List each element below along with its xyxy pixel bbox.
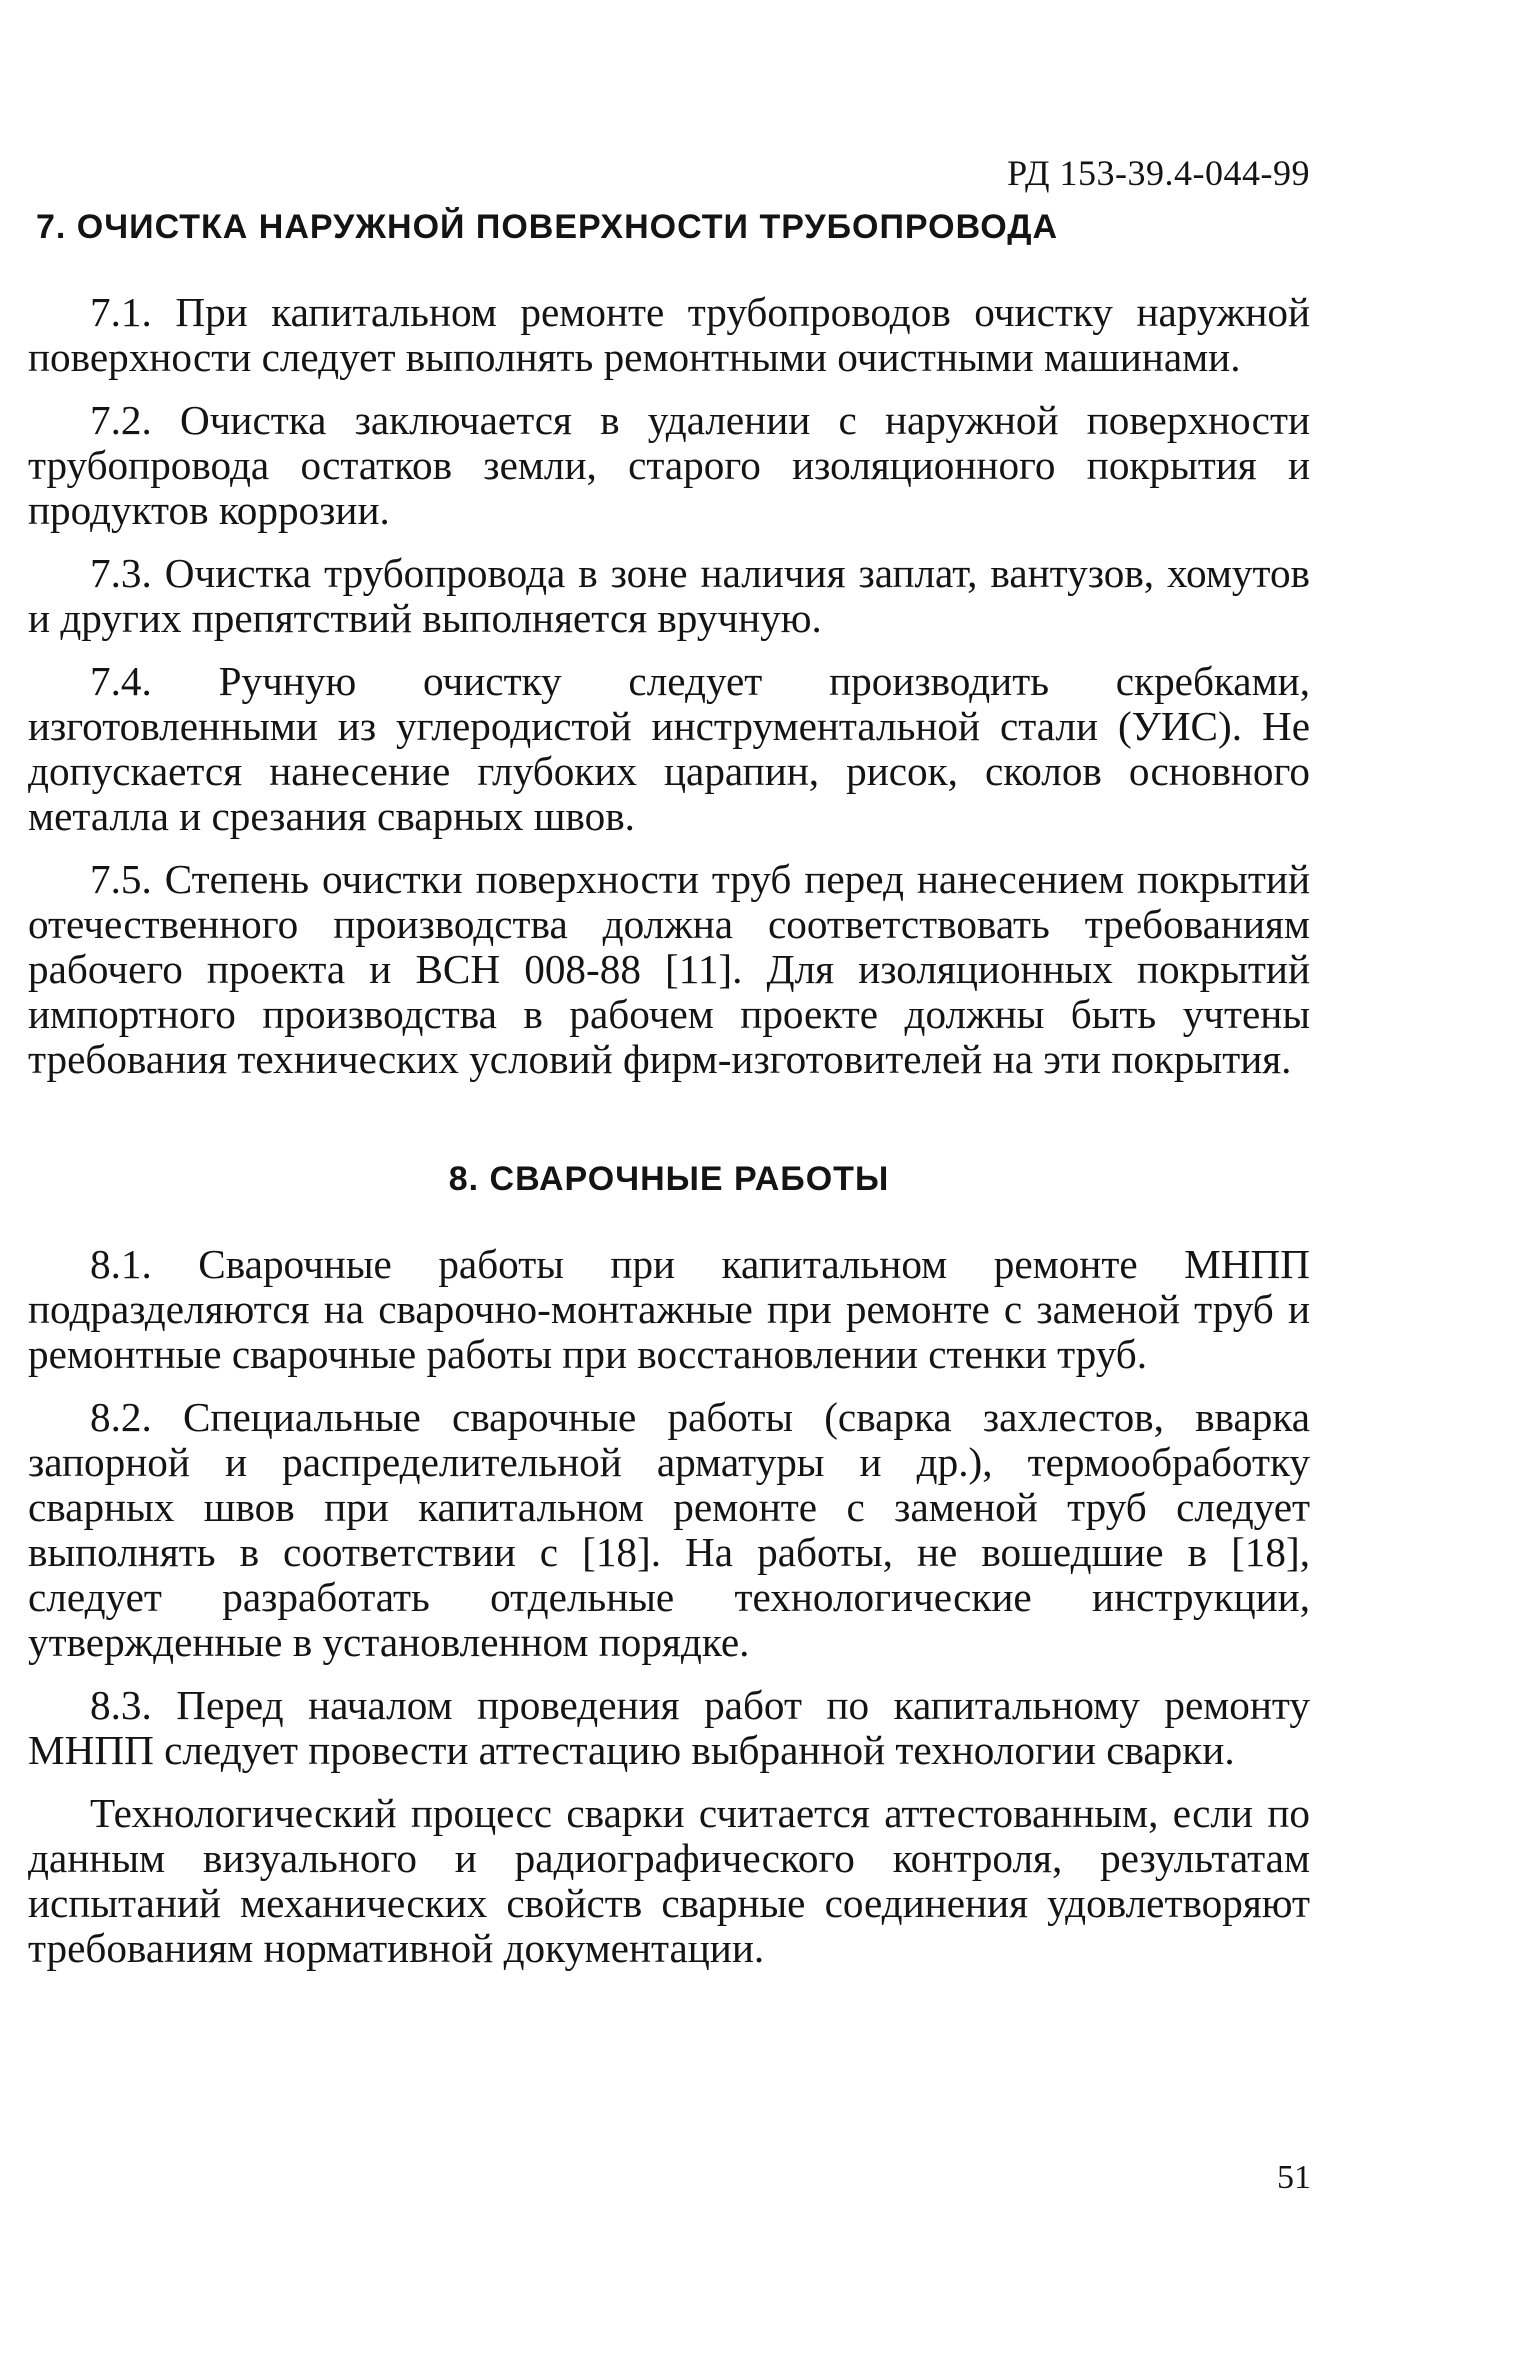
paragraph-8-2: 8.2. Специальные сварочные работы (сварка захлестов, вварка запорной и распределительной арматуры и др.), термообработку сварных швов при капитальном ремонте с заменой труб следует выполнять в соответствии с [18]. На работы, не вошедшие в [18], следует разработать отдельные технологические инструкции, утвержденные в установленном порядке.: [28, 1394, 1310, 1665]
paragraph-7-4: 7.4. Ручную очистку следует производить скребками, изготовленными из углеродистой инструментальной стали (УИС). Не допускается нанесение глубоких царапин, рисок, сколов основного металла и срезания сварных швов.: [28, 658, 1310, 839]
paragraph-8-3: 8.3. Перед началом проведения работ по капитальному ремонту МНПП следует провести аттестацию выбранной технологии сварки.: [28, 1682, 1310, 1773]
paragraph-7-3: 7.3. Очистка трубопровода в зоне наличия заплат, вантузов, хомутов и других препятствий выполняется вручную.: [28, 550, 1310, 641]
document-code: РД 153-39.4-044-99: [1007, 153, 1310, 193]
paragraph-7-2: 7.2. Очистка заключается в удалении с наружной поверхности трубопровода остатков земли, старого изоляционного покрытия и продуктов коррозии.: [28, 397, 1310, 533]
paragraph-8-1: 8.1. Сварочные работы при капитальном ремонте МНПП подразделяются на сварочно-монтажные при ремонте с заменой труб и ремонтные сварочные работы при восстановлении стенки труб.: [28, 1241, 1310, 1377]
paragraph-7-1: 7.1. При капитальном ремонте трубопроводов очистку наружной поверхности следует выполнять ремонтными очистными машинами.: [28, 289, 1310, 380]
document-page: [28, 150, 1310, 1971]
paragraph-7-5: 7.5. Степень очистки поверхности труб перед нанесением покрытий отечественного производства должна соответствовать требованиям рабочего проекта и ВСН 008-88 [11]. Для изоляционных покрытий импортного производства в рабочем проекте должны быть учтены требования технических условий фирм-изготовителей на эти покрытия.: [28, 856, 1310, 1082]
section-8-heading: 8. СВАРОЧНЫЕ РАБОТЫ: [448, 1160, 890, 1198]
section-7-body: [28, 290, 1310, 1082]
page-number: 51: [1277, 2159, 1311, 2196]
section-8-body: [28, 1242, 1310, 1971]
section-7-heading: 7. ОЧИСТКА НАРУЖНОЙ ПОВЕРХНОСТИ ТРУБОПРОВОДА: [36, 208, 1059, 246]
paragraph-8-3-continued: Технологический процесс сварки считается аттестованным, если по данным визуального и радиографического контроля, результатам испытаний механических свойств сварные соединения удовлетворяют требованиям нормативной документации.: [28, 1790, 1310, 1971]
